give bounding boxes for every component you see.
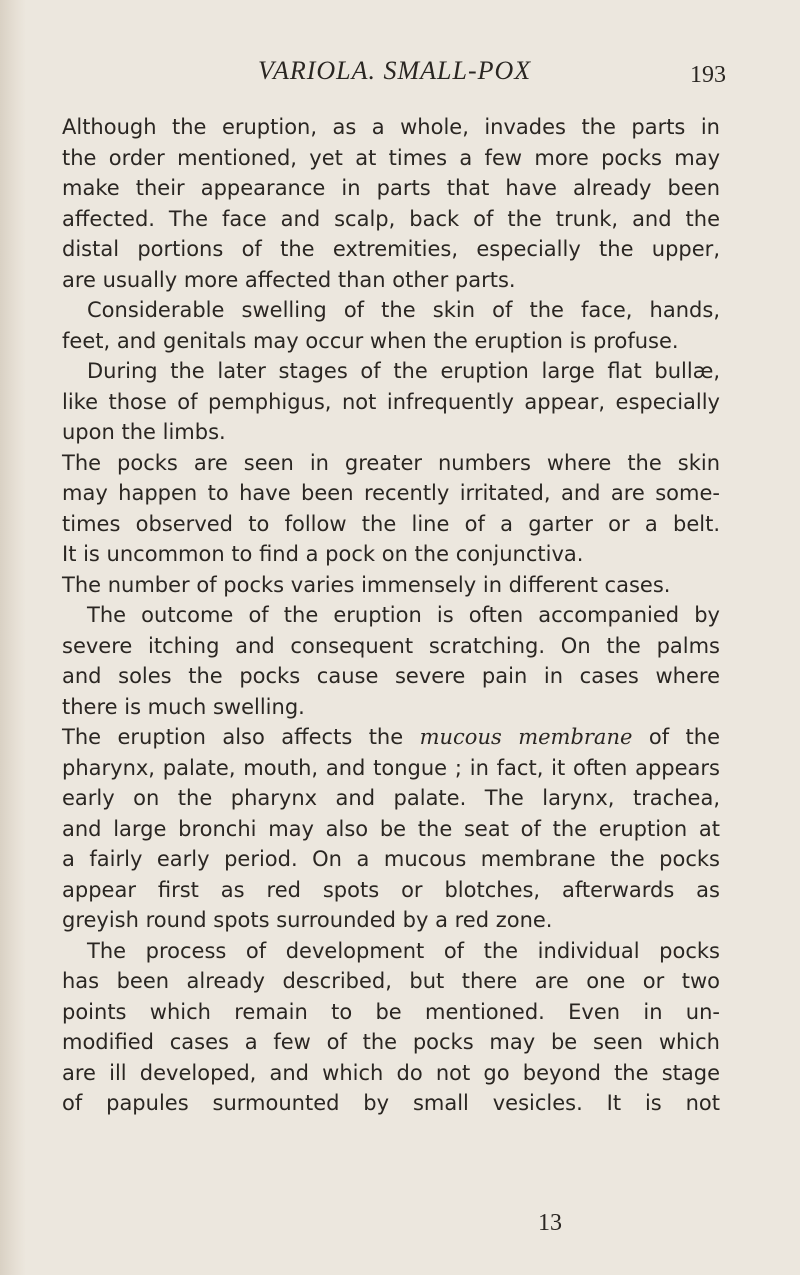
emphasis-text: mucous membrane (419, 725, 633, 749)
text-line: distal portions of the extremities, especially the upper, (62, 237, 720, 261)
text-line: greyish round spots surrounded by a red zone. (62, 908, 553, 932)
text-line: upon the limbs. (62, 420, 226, 444)
text-line: During the later stages of the eruption large flat bullæ, (87, 359, 720, 383)
text-line: are ill developed, and which do not go beyond the stage (62, 1060, 720, 1085)
text-line: It is uncommon to find a pock on the conjunctiva. (62, 542, 584, 566)
text-line: the order mentioned, yet at times a few more pocks may (62, 145, 720, 170)
text-line: and large bronchi may also be the seat of the eruption at (62, 816, 720, 841)
body-text (62, 112, 720, 1119)
text-line: The number of pocks varies immensely in different cases. (62, 572, 671, 597)
text-line: affected. The face and scalp, back of the trunk, and the (62, 206, 720, 231)
text-segment: of the (632, 725, 720, 749)
text-line: The pocks are seen in greater numbers where the skin (62, 450, 720, 475)
text-line: and soles the pocks cause severe pain in cases where (62, 664, 720, 688)
text-line: feet, and genitals may occur when the eruption is profuse. (62, 328, 679, 353)
text-line: a fairly early period. On a mucous membrane the pocks (62, 847, 720, 871)
text-line: are usually more affected than other parts. (62, 267, 516, 292)
text-line: points which remain to be mentioned. Even in un- (62, 999, 720, 1024)
text-line: The outcome of the eruption is often accompanied by (87, 603, 720, 627)
text-line: appear first as red spots or blotches, afterwards as (62, 877, 720, 902)
text-line: may happen to have been recently irritated, and are some- (62, 481, 720, 505)
page-number: 193 (690, 62, 726, 88)
binding-shadow (0, 0, 26, 1275)
text-segment: The eruption also affects the (62, 725, 420, 749)
text-line: like those of pemphigus, not infrequently appear, especially (62, 389, 720, 414)
text-line: has been already described, but there are one or two (62, 969, 720, 993)
text-line: The process of development of the individual pocks (87, 938, 720, 963)
text-line: modified cases a few of the pocks may be seen which (62, 1030, 720, 1054)
signature-mark: 13 (538, 1210, 562, 1236)
text-line: early on the pharynx and palate. The larynx, trachea, (62, 786, 720, 810)
text-line (62, 722, 720, 753)
text-line: Although the eruption, as a whole, invades the parts in (62, 115, 720, 139)
text-line: severe itching and consequent scratching. On the palms (62, 633, 720, 658)
text-line: times observed to follow the line of a garter or a belt. (62, 511, 720, 536)
page-header (0, 56, 800, 92)
running-title: VARIOLA. SMALL-POX (258, 56, 532, 85)
text-line: pharynx, palate, mouth, and tongue ; in fact, it often appears (62, 755, 720, 780)
text-line: make their appearance in parts that have already been (62, 176, 720, 200)
text-line: there is much swelling. (62, 694, 305, 719)
text-line: Considerable swelling of the skin of the face, hands, (87, 298, 720, 322)
text-line: of papules surmounted by small vesicles. It is not (62, 1091, 720, 1115)
